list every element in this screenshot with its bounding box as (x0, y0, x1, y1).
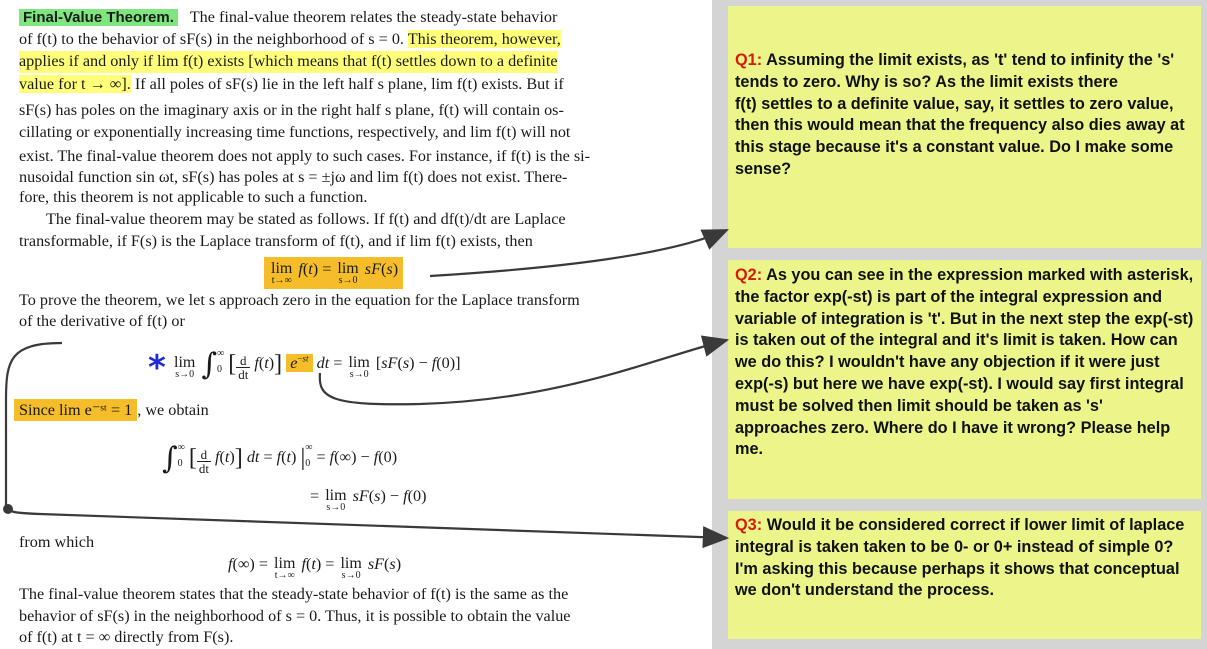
text-line-5: sF(s) has poles on the imaginary axis or in the right half s plane, f(t) will contain os- (19, 101, 564, 119)
text-line-2: of f(t) to the behavior of sF(s) in the neighborhood of s = 0. This theorem, however, (19, 30, 561, 48)
starred-equation: lim s→0 ∫∞ 0 [ $\frac{d}{dt}$ f(t)] $e^{-st}$ dt = lim s→0 [sF(s) − f(0)] (174, 347, 461, 382)
text-line-12: To prove the theorem, we let s approach zero in the equation for the Laplace transform (19, 291, 580, 309)
arrow-to-q1 (430, 230, 727, 276)
q2-label: Q2: (735, 266, 763, 284)
since-line: Since lim e⁻ˢᵗ = 1 , we obtain (14, 400, 209, 422)
exp-factor-highlight: $e^{-st}$ (286, 354, 312, 372)
text-line-9: fore, this theorem is not applicable to such a function. (19, 188, 368, 206)
q3-label: Q3: (735, 516, 763, 534)
since-highlight: Since lim e⁻ˢᵗ = 1 (14, 399, 137, 421)
q2-text: As you can see in the expression marked with asterisk, the factor exp(-st) is part of the integral expression and variable of integration is 't'. But in the next step the exp(-st) is taken out of the integral and it's limit is taken. How can we do this? I wouldn't have any objection if it were just exp(-s) but here we have exp(-st). I would say first integral must be solved then limit should be taken as 's' approaches zero. Where do I have it wrong? Please help me. (735, 266, 1194, 459)
text-line-13: of the derivative of f(t) or (19, 312, 185, 330)
text-line-1: Final-Value Theorem. The final-value theorem relates the steady-state behavior (19, 7, 557, 29)
q1-text-continued: f(t) settles to a definite value, say, it settles to zero value, then this would mean that the frequency also dies away at this stage because it's a constant value. Do I make some sense? (735, 94, 1185, 178)
integral-equation-result: = lim s→0 sF(s) − f(0) (310, 487, 427, 513)
text-line-15: The final-value theorem states that the steady-state behavior of f(t) is the same as the (19, 585, 569, 603)
text-line-4: value for t → ∞]. If all poles of sF(s) lie in the left half s plane, lim f(t) exists. But if (19, 75, 564, 93)
arrow-origin-dot (3, 504, 13, 514)
final-value-theorem-equation: lim t→∞ f(t) = lim s→0 sF(s) (264, 257, 403, 289)
text-line-14: from which (19, 533, 95, 551)
q1-label: Q1: (735, 51, 763, 69)
asterisk-marker: * (148, 348, 166, 388)
text-line-6: cillating or exponentially increasing time functions, respectively, and lim f(t) will not (19, 123, 571, 141)
q3-text: Would it be considered correct if lower limit of laplace integral is taken taken to be 0- or 0+ instead of simple 0? I'm asking this because perhaps it shows that conceptual we don't understand the process. (735, 516, 1185, 600)
text-line-10: The final-value theorem may be stated as follows. If f(t) and df(t)/dt are Laplace (46, 210, 566, 228)
q1-text: Assuming the limit exists, as 't' tend to infinity the 's' tends to zero. Why is so? As the limit exists there (735, 51, 1175, 91)
final-equation: f(∞) = lim t→∞ f(t) = lim s→0 sF(s) (228, 555, 402, 581)
text-line-7: exist. The final-value theorem does not apply to such cases. For instance, if f(t) is the si- (19, 147, 591, 165)
text-line-17: of f(t) at t = ∞ directly from F(s). (19, 628, 234, 646)
section-heading: Final-Value Theorem. (19, 9, 178, 26)
highlighted-clause: This theorem, however, (407, 30, 561, 48)
arrow-to-q2 (320, 340, 727, 404)
highlighted-line: applies if and only if lim f(t) exists [which means that f(t) settles down to a definite (19, 51, 558, 73)
text-line-8: nusoidal function sin ωt, sF(s) has poles at s = ±jω and lim f(t) does not exist. There- (19, 168, 568, 186)
text-line-16: behavior of sF(s) in the neighborhood of s = 0. Thus, it is possible to obtain the value (19, 607, 571, 625)
integral-equation: ∫∞ 0 [ $\frac{d}{dt}$ f(t)] dt = f(t) |∞ 0 = f(∞) − f(0) (162, 441, 398, 476)
text-line-11: transformable, if F(s) is the Laplace transform of f(t), and if lim f(t) exists, then (19, 232, 533, 250)
